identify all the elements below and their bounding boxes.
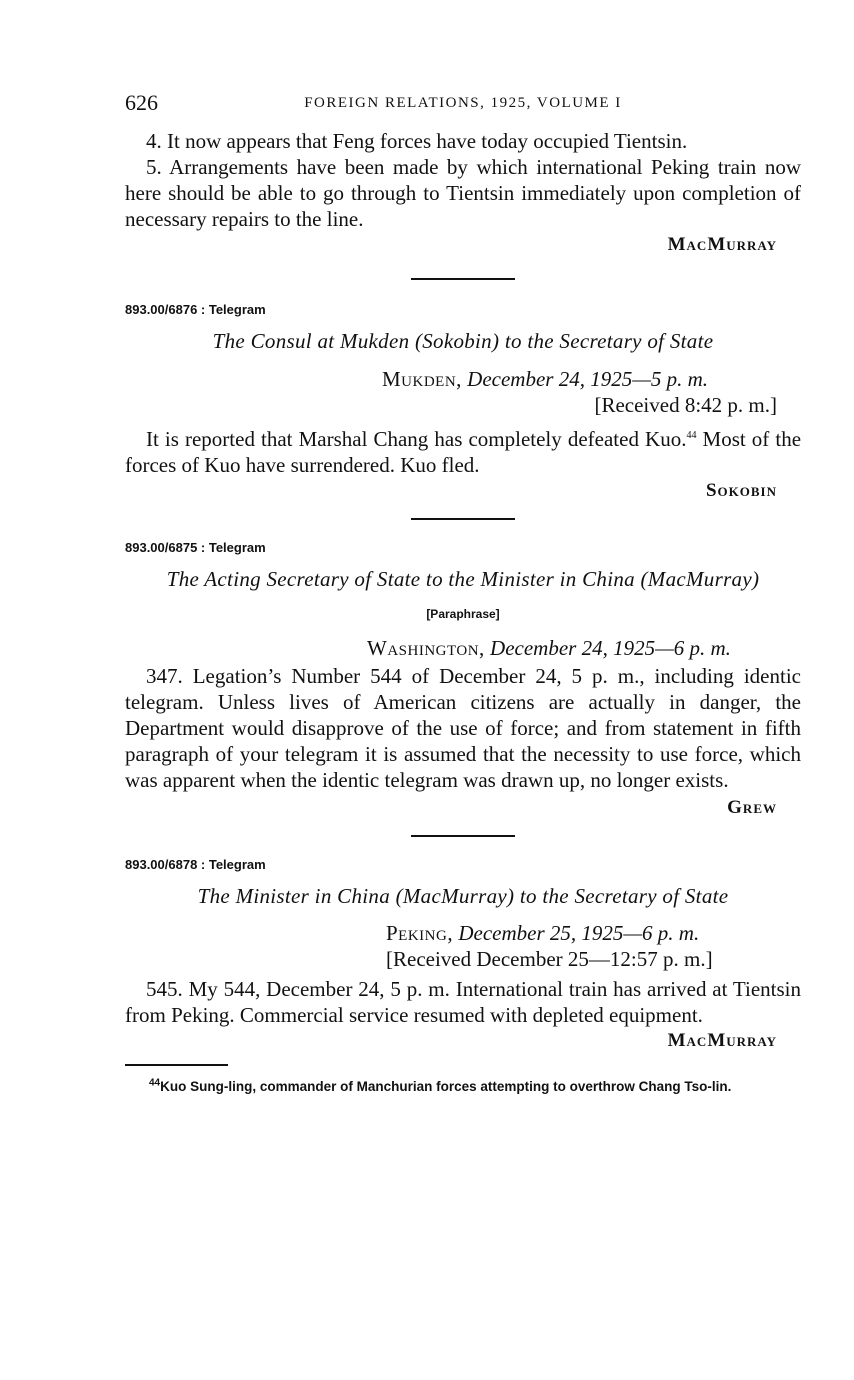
body-text: Most of the forces of Kuo have surrendered. Kuo fled.: [125, 427, 802, 477]
footnote-44: [125, 1078, 801, 1095]
section-divider: [411, 518, 515, 520]
dateline-place: Mukden,: [382, 367, 462, 391]
received-note: [Received 8:42 p. m.]: [594, 393, 777, 417]
section-divider: [411, 835, 515, 837]
signature-macmurray-1: MacMurray: [667, 234, 777, 255]
dateline-place: Peking,: [386, 921, 454, 945]
footnote-text: Kuo Sung-ling, commander of Manchurian forces attempting to overthrow Chang Tso-lin.: [160, 1079, 732, 1094]
file-reference-6878: 893.00/6878 : Telegram: [125, 857, 266, 872]
document-title-acting-secretary: The Acting Secretary of State to the Minister in China (MacMurray): [166, 567, 760, 591]
dateline-washington: [125, 635, 801, 661]
telegram-body-mukden: [125, 426, 801, 478]
dateline-mukden: [125, 366, 801, 392]
dateline-place: Washington,: [367, 636, 485, 660]
section-divider: [411, 278, 515, 280]
dateline-peking: [125, 920, 801, 946]
document-title-minister-china: The Minister in China (MacMurray) to the Secretary of State: [197, 884, 729, 908]
file-reference-6876: 893.00/6876 : Telegram: [125, 302, 266, 317]
dateline-date: December 25, 1925—6 p. m.: [458, 921, 700, 945]
paraphrase-note: [Paraphrase]: [426, 607, 500, 621]
paragraph-5: 5. Arrangements have been made by which international Peking train now here should be able to go through to Tientsin immediately upon completion of necessary repairs to the line.: [125, 155, 801, 231]
paragraph-4: 4. It now appears that Feng forces have today occupied Tientsin.: [146, 129, 688, 153]
page-header: [125, 90, 801, 120]
signature-macmurray-2: MacMurray: [667, 1030, 777, 1051]
received-note: [Received December 25—12:57 p. m.]: [386, 947, 713, 971]
footnote-marker: 44: [149, 1077, 161, 1089]
dateline-date: December 24, 1925—5 p. m.: [467, 367, 709, 391]
footnote-reference: 44: [686, 430, 697, 441]
file-reference-6875: 893.00/6875 : Telegram: [125, 540, 266, 555]
document-title-consul-mukden: The Consul at Mukden (Sokobin) to the Secretary of State: [212, 329, 714, 353]
running-title: FOREIGN RELATIONS, 1925, VOLUME I: [304, 95, 622, 111]
body-text: It is reported that Marshal Chang has completely defeated Kuo.: [146, 427, 687, 451]
telegram-body-washington: 347. Legation’s Number 544 of December 24, 5 p. m., including identic telegram. Unless lives of American citizens are actually in danger, the Department would disapprove of the use of force; and from statement in fifth paragraph of your telegram it is assumed that the necessity to use force, which was apparent when the identic telegram was drawn up, no longer exists.: [125, 664, 801, 792]
signature-sokobin: Sokobin: [705, 480, 777, 501]
document-page: [125, 90, 801, 1095]
signature-grew: Grew: [727, 797, 777, 818]
telegram-body-peking: 545. My 544, December 24, 5 p. m. International train has arrived at Tientsin from Peking. Commercial service resumed with depleted equipment.: [125, 977, 801, 1027]
footnote-rule: [125, 1064, 228, 1066]
page-number: 626: [125, 90, 158, 115]
dateline-date: December 24, 1925—6 p. m.: [490, 636, 731, 660]
